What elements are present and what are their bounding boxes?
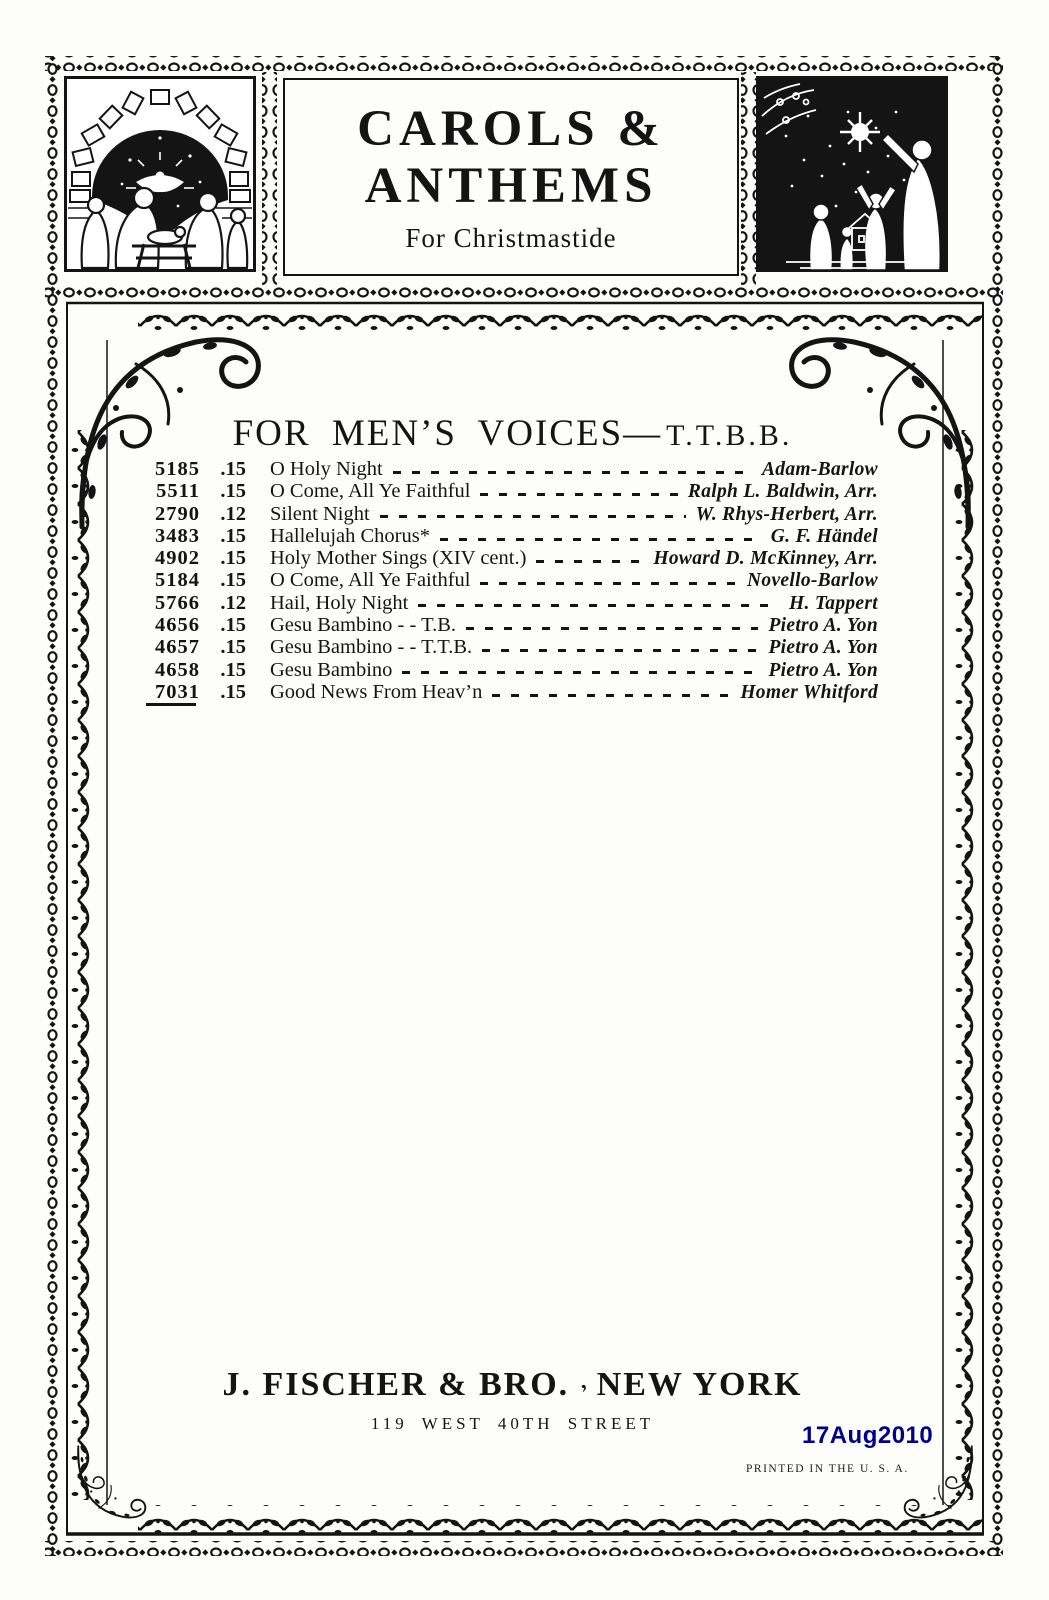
song-composer: H. Tappert [789, 592, 878, 614]
dash-leader [380, 515, 686, 518]
publisher-line [70, 1366, 955, 1404]
song-row [142, 458, 878, 480]
song-composer: Novello-Barlow [747, 570, 878, 592]
song-row [142, 480, 878, 502]
nativity-illustration [64, 76, 256, 272]
song-title: Good News From Heav’n [270, 680, 483, 703]
publisher-address: 119 WEST 40TH STREET [370, 1414, 655, 1433]
floral-band-right [945, 430, 979, 1500]
page-subtitle: For Christmastide [405, 222, 617, 253]
dash-leader [440, 538, 761, 541]
song-composer: Pietro A. Yon [768, 659, 878, 681]
bead-border-top [45, 56, 1003, 71]
song-title: Holy Mother Sings (XIV cent.) [270, 547, 527, 570]
song-title: O Holy Night [270, 458, 383, 480]
song-catalog-number: 7031 [142, 681, 200, 703]
song-price: .15 [220, 547, 246, 570]
dash-leader [482, 649, 758, 652]
publisher-separator: , [574, 1367, 591, 1394]
floral-band-bottom [138, 1505, 982, 1533]
heading-dash: — [623, 413, 663, 454]
song-title: O Come, All Ye Faithful [270, 569, 471, 592]
floral-band-left [70, 430, 104, 1500]
song-title: Hail, Holy Night [270, 591, 409, 614]
song-title: Gesu Bambino - - T.B. [270, 614, 457, 637]
bead-border-bottom [45, 1541, 1003, 1556]
song-price: .15 [220, 658, 246, 681]
dash-leader [492, 694, 730, 697]
song-price: .15 [220, 569, 246, 592]
dash-leader [480, 582, 737, 585]
song-price: .15 [220, 480, 246, 503]
song-price: .12 [220, 502, 246, 525]
dash-leader [536, 560, 643, 563]
song-price: .15 [220, 458, 246, 480]
song-composer: Ralph L. Baldwin, Arr. [687, 481, 878, 503]
heading-voicing: T.T.B.B. [666, 419, 793, 452]
song-row [142, 659, 878, 681]
publisher-name: J. FISCHER & BRO. [222, 1366, 570, 1403]
song-composer: Pietro A. Yon [768, 637, 878, 659]
song-price: .15 [220, 636, 246, 659]
bead-border-right [988, 56, 1003, 1556]
song-title: Hallelujah Chorus* [270, 524, 430, 547]
nativity-scene-icon [64, 76, 256, 272]
song-catalog-number: 4658 [155, 658, 200, 681]
dash-leader [402, 671, 758, 674]
song-price: .12 [220, 591, 246, 614]
song-composer: Adam-Barlow [762, 459, 878, 480]
dash-leader [418, 604, 779, 607]
adoration-illustration [756, 76, 948, 272]
song-composer: Pietro A. Yon [768, 615, 878, 637]
section-heading [70, 412, 955, 455]
page-title-line1: CAROLS & [357, 100, 665, 157]
dash-leader [480, 493, 677, 496]
song-price: .15 [220, 614, 246, 637]
song-row [142, 592, 878, 614]
song-title: O Come, All Ye Faithful [270, 480, 471, 503]
dash-leader [393, 471, 752, 474]
song-catalog-number: 2790 [155, 502, 200, 525]
song-row [142, 569, 878, 591]
song-catalog-number: 5511 [156, 480, 200, 503]
song-list [142, 458, 878, 703]
song-catalog-number: 4656 [155, 614, 200, 637]
title-box [283, 78, 739, 276]
song-row [142, 547, 878, 569]
song-row [142, 636, 878, 658]
dash-leader [466, 627, 758, 630]
song-composer: G. F. Händel [770, 525, 878, 547]
bead-border-header-bottom [45, 286, 1003, 301]
bead-border-left [45, 56, 60, 1556]
song-catalog-number: 4657 [155, 636, 200, 659]
song-row [142, 503, 878, 525]
page-title-line2: ANTHEMS [364, 157, 658, 214]
song-catalog-number: 3483 [155, 524, 200, 547]
bead-separator-left [262, 72, 277, 286]
date-stamp: 17Aug2010 [802, 1422, 934, 1449]
song-composer: W. Rhys-Herbert, Arr. [695, 503, 878, 525]
song-catalog-number: 4902 [155, 547, 200, 570]
song-row [142, 614, 878, 636]
song-row [142, 525, 878, 547]
printed-in-note: PRINTED IN THE U. S. A. [746, 1463, 909, 1475]
song-composer: Homer Whitford [740, 681, 878, 703]
song-price: .15 [220, 680, 246, 703]
song-price: .15 [220, 524, 246, 547]
publisher-city: NEW YORK [596, 1366, 803, 1403]
star-adoration-icon [756, 76, 948, 272]
song-row [142, 681, 878, 703]
song-catalog-number: 5184 [155, 569, 200, 592]
song-catalog-number: 5766 [155, 591, 200, 614]
song-title: Gesu Bambino - - T.T.B. [270, 636, 473, 659]
song-composer: Howard D. McKinney, Arr. [653, 548, 878, 570]
floral-band-top [138, 307, 982, 335]
song-title: Gesu Bambino [270, 658, 393, 681]
bead-separator-right [741, 72, 756, 286]
heading-text: FOR MEN’S VOICES [232, 413, 624, 454]
song-title: Silent Night [270, 502, 370, 525]
song-catalog-number: 5185 [155, 458, 200, 480]
